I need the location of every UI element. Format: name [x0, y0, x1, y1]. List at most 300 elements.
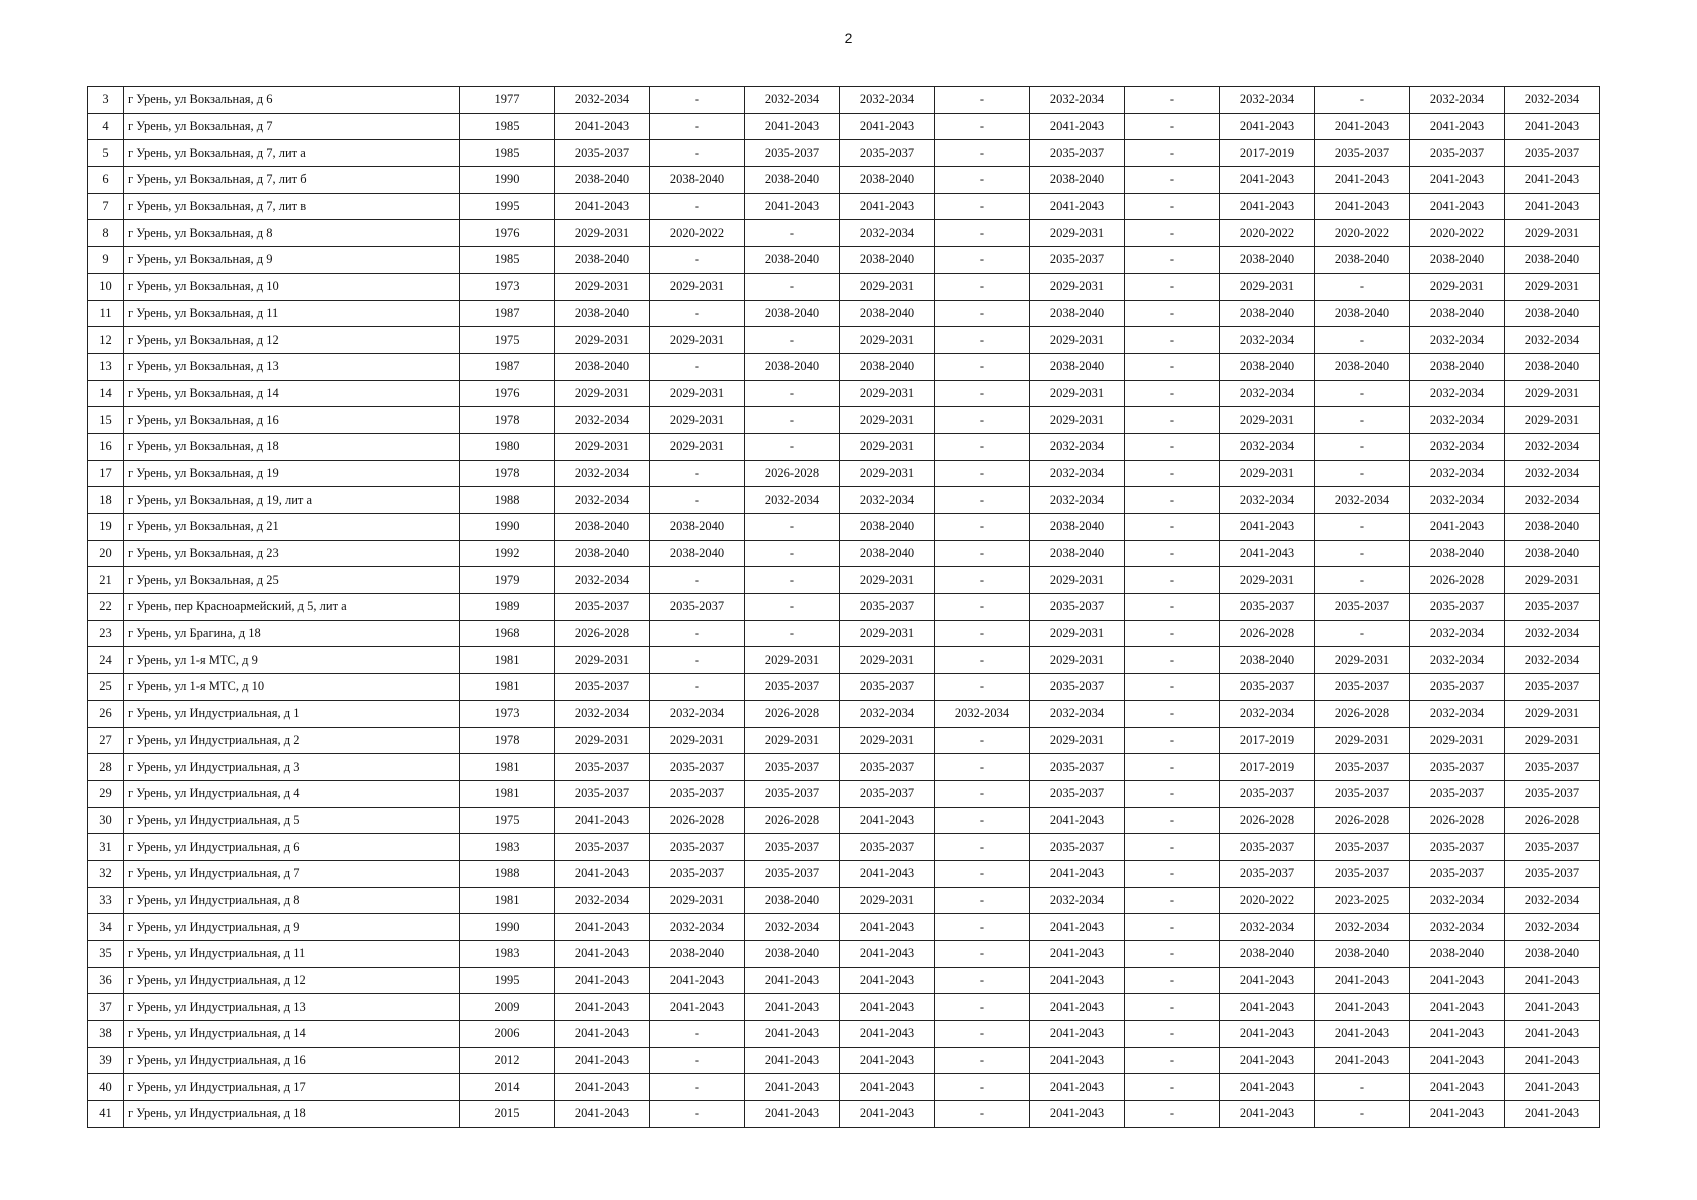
period-cell: - [935, 941, 1030, 968]
address-cell: г Урень, ул Индустриальная, д 8 [124, 887, 460, 914]
year-cell: 2014 [460, 1074, 555, 1101]
period-cell: 2035-2037 [650, 594, 745, 621]
period-cell: 2029-2031 [650, 887, 745, 914]
period-cell: - [650, 674, 745, 701]
period-cell: - [1125, 967, 1220, 994]
period-cell: 2038-2040 [1505, 514, 1600, 541]
row-number-cell: 29 [88, 780, 124, 807]
period-cell: - [745, 567, 840, 594]
period-cell: 2032-2034 [1410, 407, 1505, 434]
period-cell: 2029-2031 [555, 727, 650, 754]
period-cell: 2032-2034 [1220, 914, 1315, 941]
table-row [88, 167, 1600, 194]
period-cell: 2035-2037 [1315, 594, 1410, 621]
period-cell: - [1125, 460, 1220, 487]
row-number-cell: 20 [88, 540, 124, 567]
period-cell: 2029-2031 [840, 727, 935, 754]
period-cell: 2029-2031 [555, 433, 650, 460]
period-cell: - [1125, 807, 1220, 834]
period-cell: - [1125, 834, 1220, 861]
period-cell: - [1125, 1021, 1220, 1048]
table-row [88, 754, 1600, 781]
period-cell: - [1125, 433, 1220, 460]
table-row [88, 487, 1600, 514]
year-cell: 1977 [460, 87, 555, 114]
period-cell: - [1125, 887, 1220, 914]
period-cell: 2041-2043 [1505, 994, 1600, 1021]
year-cell: 1978 [460, 407, 555, 434]
period-cell: - [1125, 1101, 1220, 1128]
period-cell: 2041-2043 [1030, 994, 1125, 1021]
period-cell: 2032-2034 [1410, 460, 1505, 487]
period-cell: - [935, 167, 1030, 194]
period-cell: - [935, 327, 1030, 354]
row-number-cell: 24 [88, 647, 124, 674]
address-cell: г Урень, ул Вокзальная, д 12 [124, 327, 460, 354]
period-cell: 2032-2034 [1505, 647, 1600, 674]
row-number-cell: 6 [88, 167, 124, 194]
address-cell: г Урень, ул Индустриальная, д 17 [124, 1074, 460, 1101]
period-cell: 2035-2037 [1505, 834, 1600, 861]
row-number-cell: 19 [88, 514, 124, 541]
address-cell: г Урень, ул Вокзальная, д 7, лит а [124, 140, 460, 167]
year-cell: 2009 [460, 994, 555, 1021]
period-cell: 2035-2037 [1315, 674, 1410, 701]
period-cell: 2032-2034 [840, 87, 935, 114]
period-cell: 2041-2043 [1505, 1101, 1600, 1128]
period-cell: - [935, 140, 1030, 167]
period-cell: 2029-2031 [555, 220, 650, 247]
period-cell: 2041-2043 [1505, 967, 1600, 994]
period-cell: 2041-2043 [1030, 914, 1125, 941]
period-cell: - [935, 433, 1030, 460]
year-cell: 2015 [460, 1101, 555, 1128]
period-cell: 2029-2031 [1030, 647, 1125, 674]
period-cell: - [650, 1047, 745, 1074]
period-cell: 2041-2043 [1505, 167, 1600, 194]
year-cell: 1975 [460, 807, 555, 834]
year-cell: 1968 [460, 620, 555, 647]
table-row [88, 460, 1600, 487]
year-cell: 1992 [460, 540, 555, 567]
period-cell: 2035-2037 [840, 594, 935, 621]
table-row [88, 567, 1600, 594]
period-cell: 2038-2040 [840, 540, 935, 567]
table-row [88, 647, 1600, 674]
address-cell: г Урень, ул Вокзальная, д 18 [124, 433, 460, 460]
period-cell: 2041-2043 [745, 193, 840, 220]
year-cell: 1979 [460, 567, 555, 594]
year-cell: 1983 [460, 941, 555, 968]
period-cell: 2029-2031 [1030, 620, 1125, 647]
row-number-cell: 23 [88, 620, 124, 647]
period-cell: 2041-2043 [1030, 941, 1125, 968]
row-number-cell: 39 [88, 1047, 124, 1074]
period-cell: - [935, 193, 1030, 220]
period-cell: 2041-2043 [1220, 1074, 1315, 1101]
period-cell: 2041-2043 [1030, 1021, 1125, 1048]
period-cell: 2029-2031 [1315, 727, 1410, 754]
period-cell: 2035-2037 [840, 754, 935, 781]
period-cell: 2041-2043 [1030, 1047, 1125, 1074]
period-cell: 2035-2037 [840, 674, 935, 701]
period-cell: 2038-2040 [1410, 300, 1505, 327]
row-number-cell: 9 [88, 247, 124, 274]
year-cell: 1983 [460, 834, 555, 861]
period-cell: 2029-2031 [1505, 567, 1600, 594]
period-cell: 2041-2043 [1410, 1074, 1505, 1101]
period-cell: 2038-2040 [1030, 353, 1125, 380]
period-cell: - [935, 807, 1030, 834]
period-cell: 2035-2037 [1505, 754, 1600, 781]
period-cell: - [650, 300, 745, 327]
period-cell: 2026-2028 [745, 700, 840, 727]
row-number-cell: 7 [88, 193, 124, 220]
table-row [88, 674, 1600, 701]
schedule-table [87, 86, 1600, 1128]
period-cell: 2038-2040 [1315, 300, 1410, 327]
period-cell: - [1125, 140, 1220, 167]
row-number-cell: 18 [88, 487, 124, 514]
period-cell: - [1315, 567, 1410, 594]
period-cell: - [1125, 620, 1220, 647]
address-cell: г Урень, ул Индустриальная, д 13 [124, 994, 460, 1021]
address-cell: г Урень, ул Индустриальная, д 7 [124, 860, 460, 887]
period-cell: - [1315, 327, 1410, 354]
period-cell: 2041-2043 [1220, 1101, 1315, 1128]
period-cell: 2029-2031 [840, 380, 935, 407]
period-cell: 2041-2043 [840, 1047, 935, 1074]
period-cell: 2032-2034 [1505, 433, 1600, 460]
period-cell: 2032-2034 [1410, 887, 1505, 914]
period-cell: 2029-2031 [650, 433, 745, 460]
period-cell: 2035-2037 [1410, 754, 1505, 781]
period-cell: 2032-2034 [1315, 914, 1410, 941]
period-cell: 2029-2031 [840, 433, 935, 460]
period-cell: 2035-2037 [1315, 860, 1410, 887]
period-cell: 2038-2040 [840, 247, 935, 274]
period-cell: 2035-2037 [1030, 754, 1125, 781]
table-row [88, 433, 1600, 460]
row-number-cell: 17 [88, 460, 124, 487]
period-cell: 2041-2043 [1315, 967, 1410, 994]
period-cell: - [1125, 727, 1220, 754]
period-cell: - [1125, 407, 1220, 434]
period-cell: 2041-2043 [1315, 1021, 1410, 1048]
table-row [88, 514, 1600, 541]
year-cell: 1980 [460, 433, 555, 460]
period-cell: 2041-2043 [1220, 193, 1315, 220]
row-number-cell: 16 [88, 433, 124, 460]
period-cell: 2038-2040 [1505, 540, 1600, 567]
period-cell: 2032-2034 [1220, 327, 1315, 354]
period-cell: - [935, 754, 1030, 781]
period-cell: 2032-2034 [1030, 887, 1125, 914]
period-cell: 2032-2034 [1410, 327, 1505, 354]
period-cell: 2029-2031 [650, 327, 745, 354]
row-number-cell: 32 [88, 860, 124, 887]
period-cell: 2032-2034 [745, 914, 840, 941]
period-cell: 2041-2043 [1220, 994, 1315, 1021]
period-cell: 2035-2037 [1030, 834, 1125, 861]
row-number-cell: 4 [88, 113, 124, 140]
period-cell: - [935, 113, 1030, 140]
period-cell: 2038-2040 [745, 167, 840, 194]
address-cell: г Урень, ул Индустриальная, д 2 [124, 727, 460, 754]
period-cell: 2029-2031 [1505, 220, 1600, 247]
period-cell: 2020-2022 [1315, 220, 1410, 247]
address-cell: г Урень, ул Вокзальная, д 6 [124, 87, 460, 114]
period-cell: - [1315, 273, 1410, 300]
period-cell: - [935, 273, 1030, 300]
period-cell: 2032-2034 [1030, 433, 1125, 460]
row-number-cell: 41 [88, 1101, 124, 1128]
period-cell: 2038-2040 [1220, 647, 1315, 674]
period-cell: 2038-2040 [1505, 300, 1600, 327]
period-cell: 2020-2022 [1220, 220, 1315, 247]
period-cell: 2038-2040 [745, 300, 840, 327]
period-cell: 2029-2031 [1315, 647, 1410, 674]
period-cell: 2038-2040 [650, 514, 745, 541]
period-cell: - [650, 487, 745, 514]
address-cell: г Урень, ул Вокзальная, д 13 [124, 353, 460, 380]
period-cell: - [1315, 87, 1410, 114]
period-cell: 2026-2028 [1410, 567, 1505, 594]
period-cell: 2032-2034 [1505, 914, 1600, 941]
period-cell: 2029-2031 [650, 407, 745, 434]
period-cell: - [1125, 700, 1220, 727]
year-cell: 1989 [460, 594, 555, 621]
period-cell: 2038-2040 [1505, 941, 1600, 968]
period-cell: 2020-2022 [650, 220, 745, 247]
table-row [88, 887, 1600, 914]
address-cell: г Урень, ул Индустриальная, д 3 [124, 754, 460, 781]
period-cell: - [1125, 380, 1220, 407]
table-row [88, 327, 1600, 354]
period-cell: - [935, 834, 1030, 861]
period-cell: 2026-2028 [1220, 620, 1315, 647]
period-cell: 2026-2028 [745, 807, 840, 834]
table-row [88, 700, 1600, 727]
year-cell: 1985 [460, 140, 555, 167]
period-cell: 2035-2037 [1220, 780, 1315, 807]
period-cell: 2041-2043 [1410, 167, 1505, 194]
year-cell: 1995 [460, 193, 555, 220]
period-cell: 2041-2043 [1505, 1047, 1600, 1074]
table-row [88, 1101, 1600, 1128]
table-row [88, 87, 1600, 114]
period-cell: 2038-2040 [555, 247, 650, 274]
period-cell: 2029-2031 [650, 273, 745, 300]
period-cell: 2041-2043 [555, 994, 650, 1021]
period-cell: - [935, 300, 1030, 327]
period-cell: 2032-2034 [935, 700, 1030, 727]
period-cell: 2041-2043 [1505, 1074, 1600, 1101]
period-cell: 2032-2034 [650, 700, 745, 727]
address-cell: г Урень, ул Вокзальная, д 7, лит б [124, 167, 460, 194]
period-cell: 2029-2031 [840, 273, 935, 300]
period-cell: 2041-2043 [840, 807, 935, 834]
year-cell: 1988 [460, 487, 555, 514]
period-cell: 2032-2034 [1030, 460, 1125, 487]
period-cell: 2035-2037 [1315, 140, 1410, 167]
period-cell: - [745, 514, 840, 541]
period-cell: 2041-2043 [555, 193, 650, 220]
period-cell: 2038-2040 [1505, 247, 1600, 274]
year-cell: 1995 [460, 967, 555, 994]
period-cell: 2041-2043 [745, 113, 840, 140]
period-cell: - [650, 620, 745, 647]
period-cell: 2032-2034 [555, 567, 650, 594]
year-cell: 1975 [460, 327, 555, 354]
period-cell: 2029-2031 [555, 273, 650, 300]
address-cell: г Урень, ул Индустриальная, д 18 [124, 1101, 460, 1128]
year-cell: 1981 [460, 674, 555, 701]
period-cell: 2038-2040 [555, 540, 650, 567]
period-cell: 2038-2040 [650, 167, 745, 194]
period-cell: 2035-2037 [555, 674, 650, 701]
table-row [88, 540, 1600, 567]
period-cell: 2032-2034 [1410, 380, 1505, 407]
period-cell: 2029-2031 [840, 620, 935, 647]
period-cell: 2041-2043 [1505, 113, 1600, 140]
period-cell: 2038-2040 [1220, 353, 1315, 380]
period-cell: 2035-2037 [650, 780, 745, 807]
period-cell: 2041-2043 [745, 1021, 840, 1048]
period-cell: 2038-2040 [840, 300, 935, 327]
period-cell: 2032-2034 [1030, 487, 1125, 514]
row-number-cell: 36 [88, 967, 124, 994]
period-cell: - [745, 433, 840, 460]
period-cell: 2041-2043 [745, 1047, 840, 1074]
period-cell: 2041-2043 [1315, 113, 1410, 140]
period-cell: 2041-2043 [1505, 193, 1600, 220]
address-cell: г Урень, ул Индустриальная, д 9 [124, 914, 460, 941]
row-number-cell: 28 [88, 754, 124, 781]
table-row [88, 941, 1600, 968]
period-cell: - [935, 780, 1030, 807]
period-cell: 2035-2037 [650, 860, 745, 887]
period-cell: 2032-2034 [840, 487, 935, 514]
period-cell: 2041-2043 [1410, 967, 1505, 994]
period-cell: 2041-2043 [555, 860, 650, 887]
period-cell: 2032-2034 [1030, 87, 1125, 114]
period-cell: - [1125, 1047, 1220, 1074]
period-cell: 2029-2031 [555, 380, 650, 407]
period-cell: 2041-2043 [840, 941, 935, 968]
period-cell: 2029-2031 [745, 647, 840, 674]
period-cell: 2041-2043 [1410, 514, 1505, 541]
address-cell: г Урень, ул Индустриальная, д 14 [124, 1021, 460, 1048]
year-cell: 1981 [460, 647, 555, 674]
period-cell: - [1125, 994, 1220, 1021]
period-cell: - [1125, 113, 1220, 140]
period-cell: 2017-2019 [1220, 140, 1315, 167]
period-cell: - [650, 140, 745, 167]
period-cell: - [1125, 353, 1220, 380]
period-cell: 2029-2031 [650, 380, 745, 407]
period-cell: 2029-2031 [1505, 700, 1600, 727]
period-cell: 2029-2031 [1030, 567, 1125, 594]
row-number-cell: 14 [88, 380, 124, 407]
period-cell: 2032-2034 [1220, 433, 1315, 460]
period-cell: 2032-2034 [555, 487, 650, 514]
period-cell: 2032-2034 [1220, 87, 1315, 114]
address-cell: г Урень, ул Вокзальная, д 25 [124, 567, 460, 594]
period-cell: 2041-2043 [1410, 1021, 1505, 1048]
period-cell: 2041-2043 [840, 193, 935, 220]
period-cell: - [935, 1074, 1030, 1101]
period-cell: 2032-2034 [1505, 887, 1600, 914]
period-cell: 2032-2034 [555, 407, 650, 434]
row-number-cell: 15 [88, 407, 124, 434]
address-cell: г Урень, ул Вокзальная, д 7 [124, 113, 460, 140]
period-cell: 2029-2031 [555, 647, 650, 674]
period-cell: - [1125, 754, 1220, 781]
period-cell: - [745, 540, 840, 567]
address-cell: г Урень, ул Индустриальная, д 6 [124, 834, 460, 861]
period-cell: 2032-2034 [745, 487, 840, 514]
period-cell: - [1125, 300, 1220, 327]
table-row [88, 193, 1600, 220]
year-cell: 1988 [460, 860, 555, 887]
period-cell: 2038-2040 [1315, 247, 1410, 274]
period-cell: 2041-2043 [650, 994, 745, 1021]
period-cell: 2035-2037 [1030, 140, 1125, 167]
period-cell: 2032-2034 [1030, 700, 1125, 727]
address-cell: г Урень, ул 1-я МТС, д 9 [124, 647, 460, 674]
row-number-cell: 3 [88, 87, 124, 114]
period-cell: - [1125, 220, 1220, 247]
period-cell: - [935, 914, 1030, 941]
period-cell: 2041-2043 [1220, 167, 1315, 194]
period-cell: - [1315, 1101, 1410, 1128]
year-cell: 1990 [460, 167, 555, 194]
address-cell: г Урень, ул Вокзальная, д 10 [124, 273, 460, 300]
period-cell: - [745, 407, 840, 434]
period-cell: 2029-2031 [1030, 327, 1125, 354]
period-cell: - [935, 620, 1030, 647]
period-cell: - [1125, 487, 1220, 514]
table-row [88, 727, 1600, 754]
table-row [88, 780, 1600, 807]
period-cell: 2032-2034 [1505, 327, 1600, 354]
period-cell: 2038-2040 [1410, 353, 1505, 380]
period-cell: 2041-2043 [745, 967, 840, 994]
address-cell: г Урень, ул Вокзальная, д 19, лит а [124, 487, 460, 514]
period-cell: 2032-2034 [1505, 620, 1600, 647]
period-cell: 2041-2043 [1315, 1047, 1410, 1074]
period-cell: 2029-2031 [840, 567, 935, 594]
period-cell: 2032-2034 [1315, 487, 1410, 514]
table-row [88, 247, 1600, 274]
period-cell: 2038-2040 [1505, 353, 1600, 380]
period-cell: 2035-2037 [745, 780, 840, 807]
year-cell: 1987 [460, 300, 555, 327]
period-cell: - [1125, 567, 1220, 594]
year-cell: 1985 [460, 113, 555, 140]
period-cell: 2029-2031 [840, 887, 935, 914]
period-cell: 2041-2043 [1030, 193, 1125, 220]
table-row [88, 113, 1600, 140]
period-cell: 2029-2031 [840, 460, 935, 487]
year-cell: 1990 [460, 914, 555, 941]
period-cell: 2029-2031 [1030, 407, 1125, 434]
period-cell: - [1125, 1074, 1220, 1101]
period-cell: - [935, 380, 1030, 407]
row-number-cell: 25 [88, 674, 124, 701]
period-cell: 2026-2028 [1315, 700, 1410, 727]
